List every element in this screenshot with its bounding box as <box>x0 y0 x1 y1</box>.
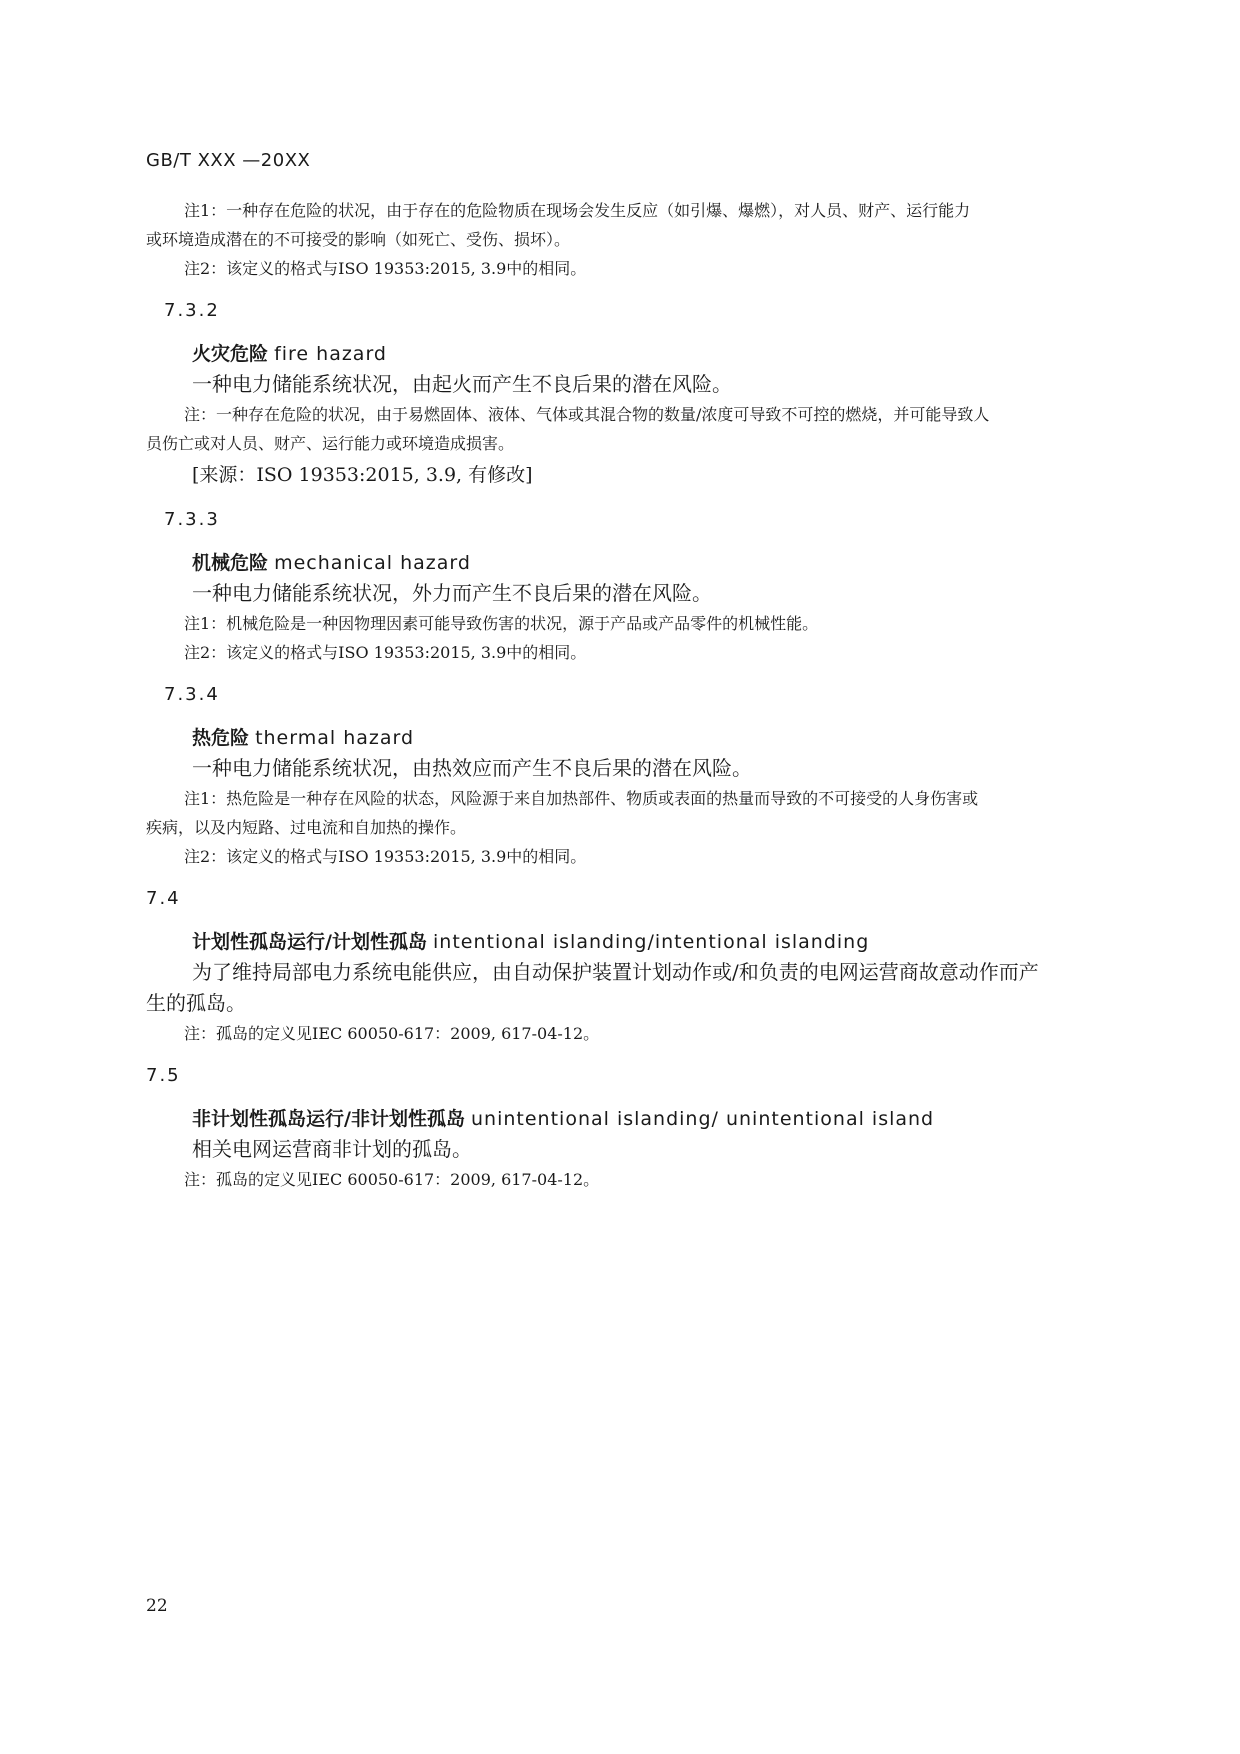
note-line: 注1：热危险是一种存在风险的状态，风险源于来自加热部件、物质或表面的热量而导致的不可接受的人身伤害或 <box>184 789 979 808</box>
note-line: 员伤亡或对人员、财产、运行能力或环境造成损害。 <box>146 434 515 453</box>
term-definition: 为了维持局部电力系统电能供应，由自动保护装置计划动作或/和负责的电网运营商故意动作而产 <box>192 960 1039 984</box>
note-line: 注：孤岛的定义见IEC 60050-617：2009, 617-04-12。 <box>184 1170 600 1189</box>
clause-number: 7.3.3 <box>164 509 220 530</box>
note-line: 注2：该定义的格式与ISO 19353:2015, 3.9中的相同。 <box>184 259 587 278</box>
document-body <box>146 196 1116 1194</box>
term-chinese: 计划性孤岛运行/计划性孤岛 <box>192 931 427 953</box>
term-chinese: 火灾危险 <box>192 343 269 365</box>
note-line: 注1：机械危险是一种因物理因素可能导致伤害的状况，源于产品或产品零件的机械性能。 <box>184 614 819 633</box>
term-chinese: 机械危险 <box>192 552 269 574</box>
note-line: 注2：该定义的格式与ISO 19353:2015, 3.9中的相同。 <box>184 643 587 662</box>
term-english: thermal hazard <box>255 727 415 749</box>
term-heading <box>146 927 1116 957</box>
note-line: 注：一种存在危险的状况，由于易燃固体、液体、气体或其混合物的数量/浓度可导致不可控的燃烧，并可能导致人 <box>184 405 990 424</box>
term-english: intentional islanding/intentional islanding <box>433 931 870 953</box>
term-heading <box>146 1104 1116 1134</box>
term-chinese: 非计划性孤岛运行/非计划性孤岛 <box>192 1108 465 1130</box>
term-definition: 一种电力储能系统状况，外力而产生不良后果的潜在风险。 <box>192 581 712 605</box>
term-definition: 生的孤岛。 <box>146 991 246 1015</box>
term-definition: 一种电力储能系统状况，由起火而产生不良后果的潜在风险。 <box>192 372 732 396</box>
note-line: 注2：该定义的格式与ISO 19353:2015, 3.9中的相同。 <box>184 847 587 866</box>
term-english: mechanical hazard <box>274 552 471 574</box>
clause-number: 7.3.4 <box>164 684 220 705</box>
clause-number: 7.5 <box>146 1065 181 1086</box>
term-definition: 一种电力储能系统状况，由热效应而产生不良后果的潜在风险。 <box>192 756 752 780</box>
term-definition: 相关电网运营商非计划的孤岛。 <box>192 1137 472 1161</box>
note-line: 注：孤岛的定义见IEC 60050-617：2009, 617-04-12。 <box>184 1024 600 1043</box>
source-citation: [来源：ISO 19353:2015, 3.9, 有修改] <box>192 464 533 486</box>
term-heading <box>146 723 1116 753</box>
clause-number: 7.3.2 <box>164 300 220 321</box>
note-line: 注1：一种存在危险的状况，由于存在的危险物质在现场会发生反应（如引爆、爆燃），对人员、财产、运行能力 <box>184 201 971 220</box>
term-english: unintentional islanding/ unintentional island <box>471 1108 935 1130</box>
term-chinese: 热危险 <box>192 727 250 749</box>
term-heading <box>146 548 1116 578</box>
document-id-header: GB/T XXX —20XX <box>146 150 311 171</box>
term-english: fire hazard <box>274 343 387 365</box>
term-heading <box>146 339 1116 369</box>
clause-number: 7.4 <box>146 888 181 909</box>
page-number: 22 <box>146 1596 168 1616</box>
note-line: 疾病，以及内短路、过电流和自加热的操作。 <box>146 818 467 837</box>
note-line: 或环境造成潜在的不可接受的影响（如死亡、受伤、损坏）。 <box>146 230 571 249</box>
